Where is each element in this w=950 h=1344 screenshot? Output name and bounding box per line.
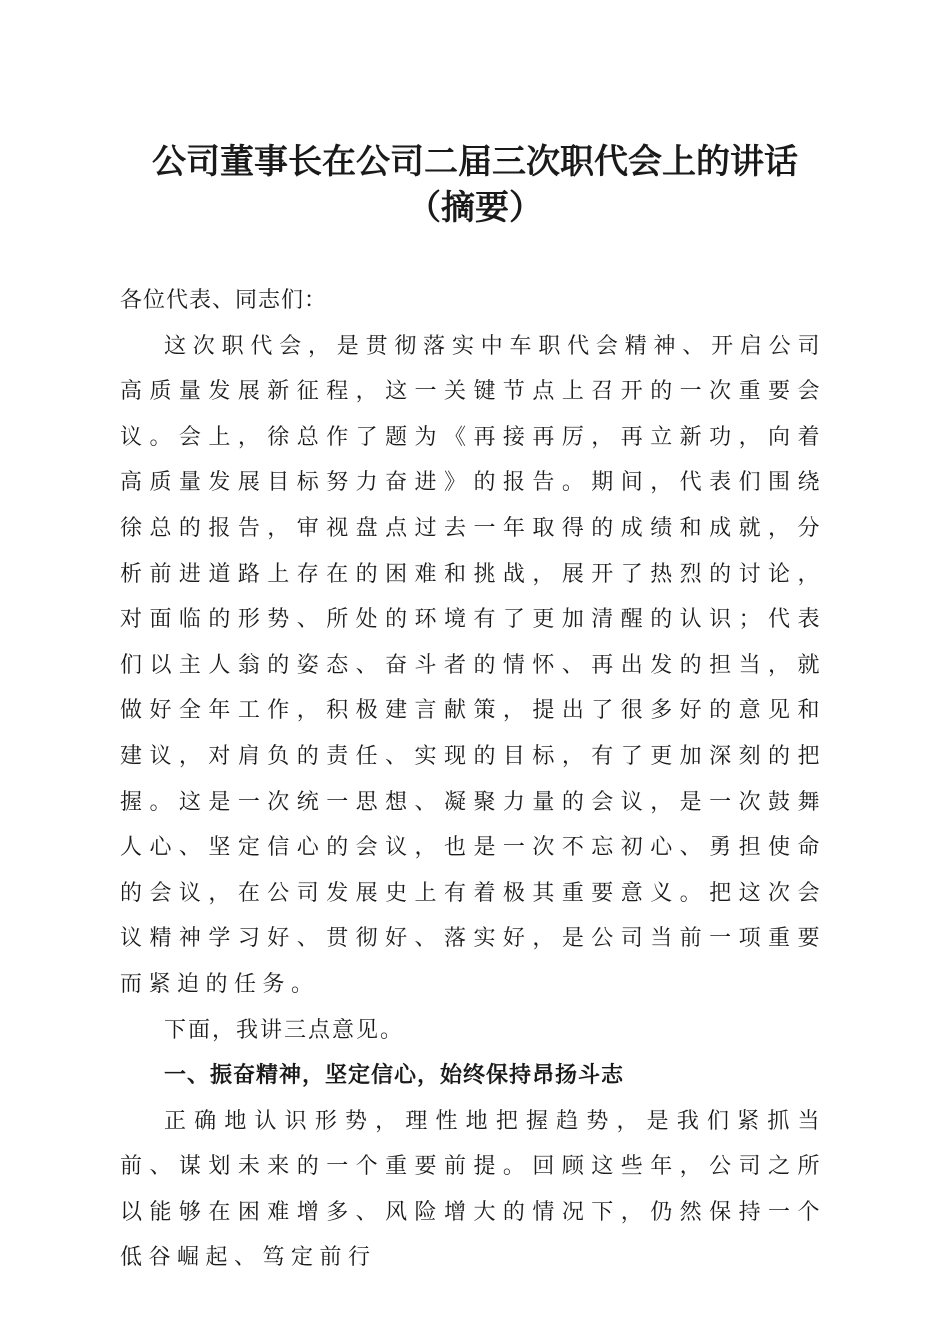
document-title: 公司董事长在公司二届三次职代会上的讲话 [152, 142, 798, 182]
paragraph: 这次职代会，是贯彻落实中车职代会精神、开启公司高质量发展新征程，这一关键节点上召开的一次重要会议。会上，徐总作了题为《再接再厉，再立新功，向着高质量发展目标努力奋进》的报告。期间，代表们围绕徐总的报告，审视盘点过去一年取得的成绩和成就，分析前进道路上存在的困难和挑战，展开了热烈的讨论，对面临的形势、所处的环境有了更加清醒的认识；代表们以主人翁的姿态、奋斗者的情怀、再出发的担当，就做好全年工作，积极建言献策，提出了很多好的意见和建议，对肩负的责任、实现的目标，有了更加深刻的把握。这是一次统一思想、凝聚力量的会议，是一次鼓舞人心、坚定信心的会议，也是一次不忘初心、勇担使命的会议，在公司发展史上有着极其重要意义。把这次会议精神学习好、贯彻好、落实好，是公司当前一项重要而紧迫的任务。 [120, 333, 826, 997]
paragraph: 正确地认识形势，理性地把握趋势，是我们紧抓当前、谋划未来的一个重要前提。回顾这些年，公司之所以能够在困难增多、风险增大的情况下，仍然保持一个低谷崛起、笃定前行 [120, 1108, 826, 1271]
section-heading: 一、振奋精神，坚定信心，始终保持昂扬斗志 [164, 1063, 625, 1089]
document-subtitle: （摘要） [407, 188, 543, 228]
document-body [120, 278, 826, 1281]
salutation: 各位代表、同志们： [120, 288, 328, 313]
paragraph: 下面，我讲三点意见。 [164, 1017, 405, 1043]
